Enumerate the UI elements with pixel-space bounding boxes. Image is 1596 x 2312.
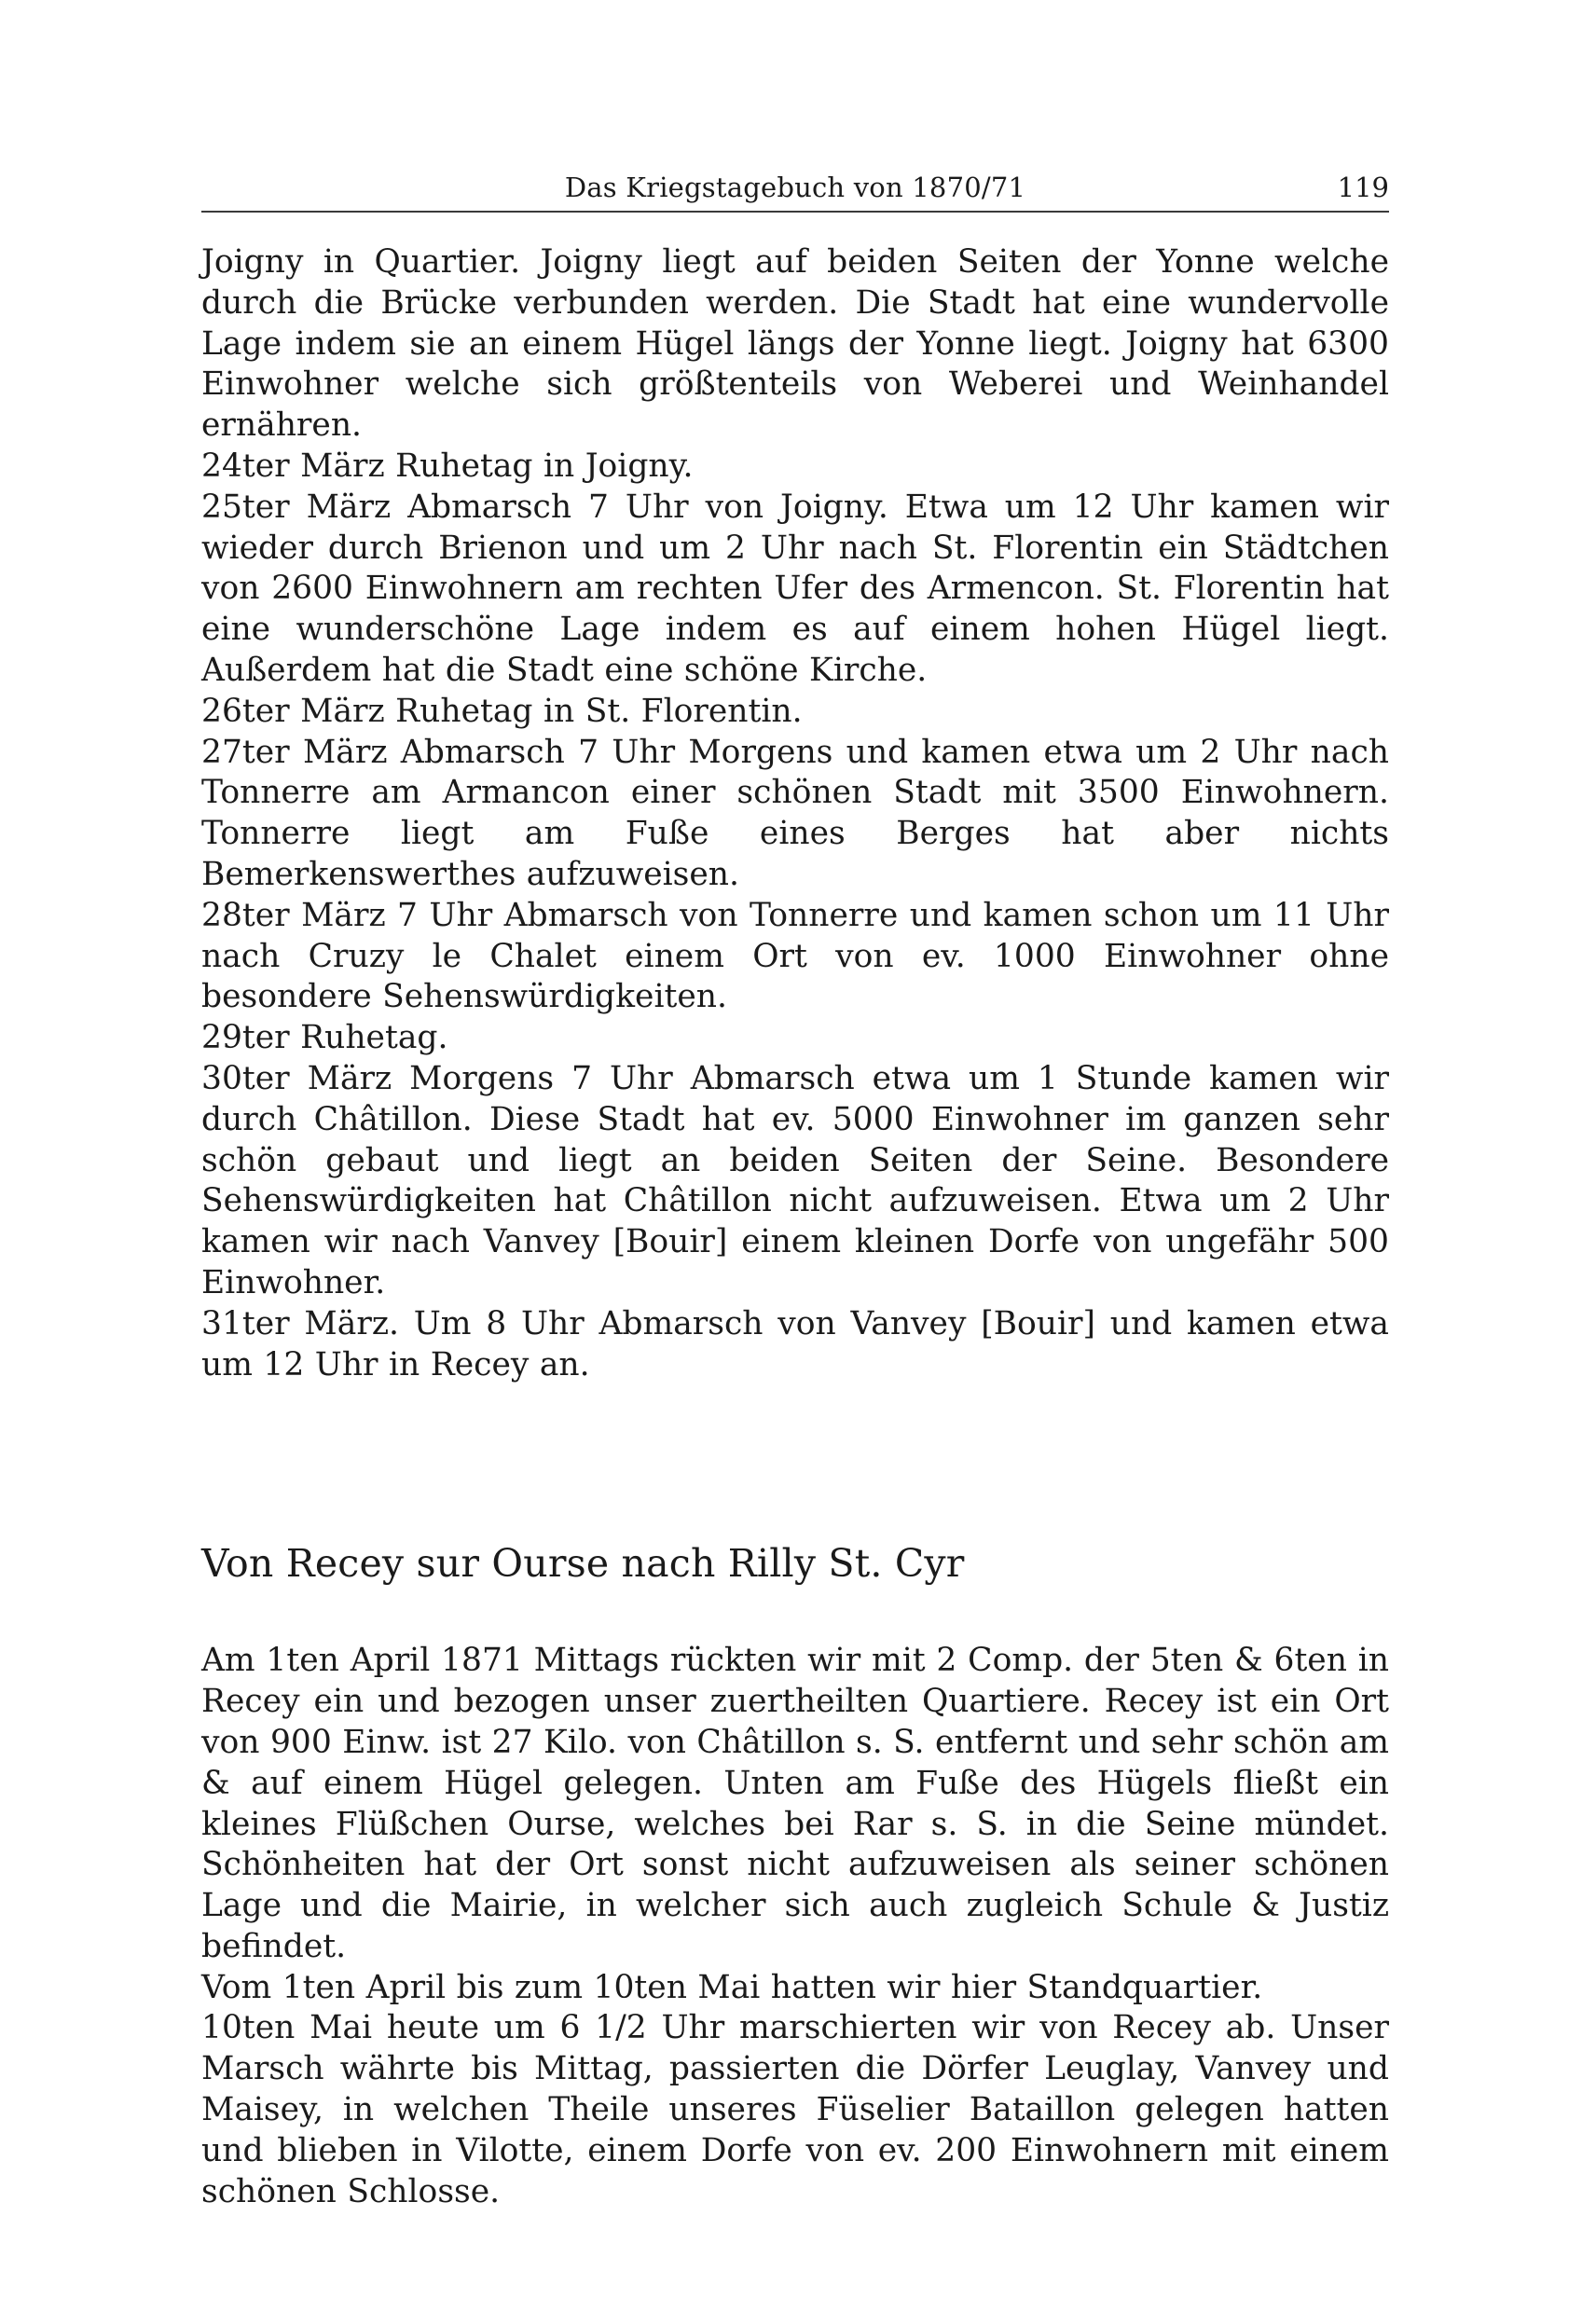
section-heading: Von Recey sur Ourse nach Rilly St. Cyr xyxy=(201,1541,965,1587)
paragraph: 30ter März Morgens 7 Uhr Abmarsch etwa um 1 Stunde kamen wir durch Châtillon. Diese Stadt hat ev. 5000 Einwohner im ganzen sehr schön gebaut und liegt an beiden Seiten der Seine. Besondere Sehenswürdigkeiten hat Châtillon nicht aufzuweisen. Etwa um 2 Uhr kamen wir nach Vanvey [Bouir] einem kleinen Dorfe von ungefähr 500 Einwohner. xyxy=(201,1059,1389,1301)
paragraph: 31ter März. Um 8 Uhr Abmarsch von Vanvey [Bouir] und kamen etwa um 12 Uhr in Recey an. xyxy=(201,1304,1389,1383)
paragraph: 26ter März Ruhetag in St. Florentin. xyxy=(201,692,803,730)
page-number: 119 xyxy=(1337,172,1389,203)
diary-section-recey xyxy=(201,1641,1389,2212)
paragraph: 25ter März Abmarsch 7 Uhr von Joigny. Etwa um 12 Uhr kamen wir wieder durch Brienon und um 2 Uhr nach St. Florentin ein Städtchen von 2600 Einwohnern am rechten Ufer des Armencon. St. Florentin hat eine wunderschöne Lage indem es auf einem hohen Hügel liegt. Außerdem hat die Stadt eine schöne Kirche. xyxy=(201,488,1389,689)
paragraph: Joigny in Quartier. Joigny liegt auf beiden Seiten der Yonne welche durch die Brücke verbunden werden. Die Stadt hat eine wundervolle Lage indem sie an einem Hügel längs der Yonne liegt. Joigny hat 6300 Einwohner welche sich größtenteils von Weberei und Weinhandel ernähren. xyxy=(201,243,1389,445)
book-page xyxy=(201,158,1389,2212)
paragraph: 10ten Mai heute um 6 1/2 Uhr marschierten wir von Recey ab. Unser Marsch währte bis Mittag, passierten die Dörfer Leuglay, Vanvey und Maisey, in welchen Theile unseres Füselier Bataillon gelegen hatten und blieben in Vilotte, einem Dorfe von ev. 200 Einwohnern mit einem schönen Schlosse. xyxy=(201,2009,1389,2210)
paragraph: 27ter März Abmarsch 7 Uhr Morgens und kamen etwa um 2 Uhr nach Tonnerre am Armancon einer schönen Stadt mit 3500 Einwohnern. Tonnerre liegt am Fuße eines Berges hat aber nichts Bemerkenswerthes aufzuweisen. xyxy=(201,733,1389,893)
paragraph: 29ter Ruhetag. xyxy=(201,1019,448,1057)
paragraph: 24ter März Ruhetag in Joigny. xyxy=(201,447,694,485)
running-title: Das Kriegstagebuch von 1870/71 xyxy=(564,172,1026,203)
running-header xyxy=(201,158,1389,213)
paragraph: Vom 1ten April bis zum 10ten Mai hatten wir hier Standquartier. xyxy=(201,1968,1263,2006)
paragraph: 28ter März 7 Uhr Abmarsch von Tonnerre und kamen schon um 11 Uhr nach Cruzy le Chalet einem Ort von ev. 1000 Einwohner ohne besondere Sehenswürdigkeiten. xyxy=(201,896,1389,1016)
diary-section-march xyxy=(201,242,1389,1385)
paragraph: Am 1ten April 1871 Mittags rückten wir mit 2 Comp. der 5ten & 6ten in Recey ein und bezogen unser zuertheilten Quartiere. Recey ist ein Ort von 900 Einw. ist 27 Kilo. von Châtillon s. S. entfernt und sehr schön am & auf einem Hügel gelegen. Unten am Fuße des Hügels fließt ein kleines Flüßchen Ourse, welches bei Rar s. S. in die Seine mündet. Schönheiten hat der Ort sonst nicht aufzuweisen als seiner schönen Lage und die Mairie, in welcher sich auch zugleich Schule & Justiz befindet. xyxy=(201,1642,1389,1965)
